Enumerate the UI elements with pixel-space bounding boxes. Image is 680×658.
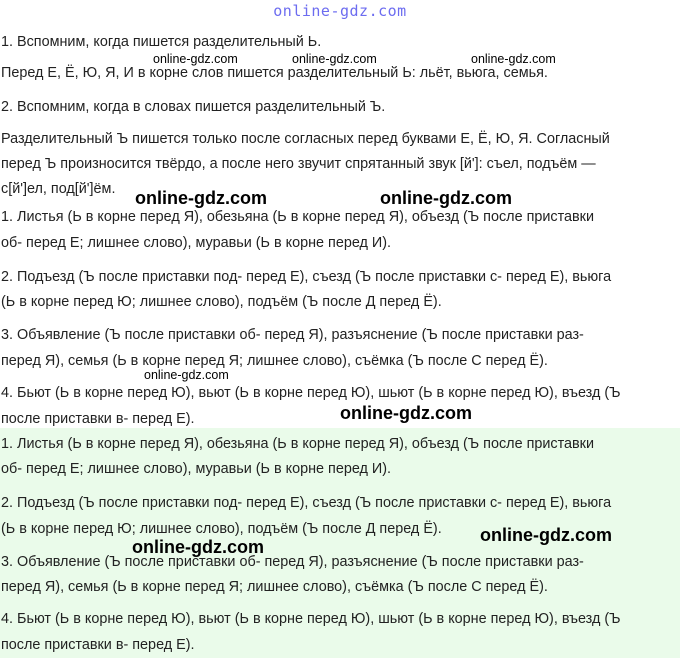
section1-rule: Перед Е, Ё, Ю, Я, И в корне слов пишется разделительный Ь: льёт, вьюга, семья. (1, 65, 548, 81)
section2-rule-line2: перед Ъ произносится твёрдо, а после него звучит спрятанный звук [й']: съел, подъём — (1, 156, 596, 172)
highlighted-answer-1-line1: 1. Листья (Ь в корне перед Я), обезьяна (Ь в корне перед Я), объезд (Ъ после приставки (1, 436, 595, 452)
section2-rule-line1: Разделительный Ъ пишется только после согласных перед буквами Е, Ё, Ю, Я. Согласный (1, 131, 610, 147)
watermark: online-gdz.com (480, 525, 612, 545)
watermark: online-gdz.com (135, 188, 267, 208)
highlighted-answer-3-line2: перед Я), семья (Ь в корне перед Я; лишнее слово), съёмка (Ъ после С перед Ё). (1, 579, 548, 595)
section2-heading: 2. Вспомним, когда в словах пишется разделительный Ъ. (1, 99, 386, 115)
watermark: online-gdz.com (132, 537, 264, 557)
site-header[interactable]: online-gdz.com (273, 2, 407, 20)
answer-4-line2: после приставки в- перед Е). (1, 411, 195, 427)
answer-2-line2: (Ь в корне перед Ю; лишнее слово), подъём (Ъ после Д перед Ё). (1, 294, 442, 310)
highlighted-answer-1-line2: об- перед Е; лишнее слово), муравьи (Ь в корне перед И). (1, 461, 392, 477)
highlighted-answer-4-line1: 4. Бьют (Ь в корне перед Ю), вьют (Ь в корне перед Ю), шьют (Ь в корне перед Ю), въезд (Ъ (1, 611, 621, 627)
watermark: online-gdz.com (292, 52, 377, 66)
watermark: online-gdz.com (471, 52, 556, 66)
answer-3-line2: перед Я), семья (Ь в корне перед Я; лишнее слово), съёмка (Ъ после С перед Ё). (1, 353, 548, 369)
answer-1-line2: об- перед Е; лишнее слово), муравьи (Ь в корне перед И). (1, 235, 392, 251)
watermark: online-gdz.com (380, 188, 512, 208)
answer-4-line1: 4. Бьют (Ь в корне перед Ю), вьют (Ь в корне перед Ю), шьют (Ь в корне перед Ю), въезд (Ъ (1, 385, 621, 401)
watermark: online-gdz.com (144, 368, 229, 382)
answer-2-line1: 2. Подъезд (Ъ после приставки под- перед Е), съезд (Ъ после приставки с- перед Е), вьюга (1, 269, 612, 285)
watermark: online-gdz.com (153, 52, 238, 66)
highlighted-answer-2-line2: (Ь в корне перед Ю; лишнее слово), подъём (Ъ после Д перед Ё). (1, 521, 442, 537)
highlighted-answer-4-line2: после приставки в- перед Е). (1, 637, 195, 653)
answer-1-line1: 1. Листья (Ь в корне перед Я), обезьяна (Ь в корне перед Я), объезд (Ъ после приставки (1, 209, 595, 225)
section1-heading: 1. Вспомним, когда пишется разделительный Ь. (1, 34, 322, 50)
highlighted-answer-2-line1: 2. Подъезд (Ъ после приставки под- перед Е), съезд (Ъ после приставки с- перед Е), вьюга (1, 495, 612, 511)
highlighted-answer-3-line1: 3. Объявление (Ъ после приставки об- перед Я), разъяснение (Ъ после приставки раз- (1, 554, 584, 570)
section2-rule-line3: с[й']ел, под[й']ём. (1, 181, 116, 197)
watermark: online-gdz.com (340, 403, 472, 423)
answer-3-line1: 3. Объявление (Ъ после приставки об- перед Я), разъяснение (Ъ после приставки раз- (1, 327, 584, 343)
